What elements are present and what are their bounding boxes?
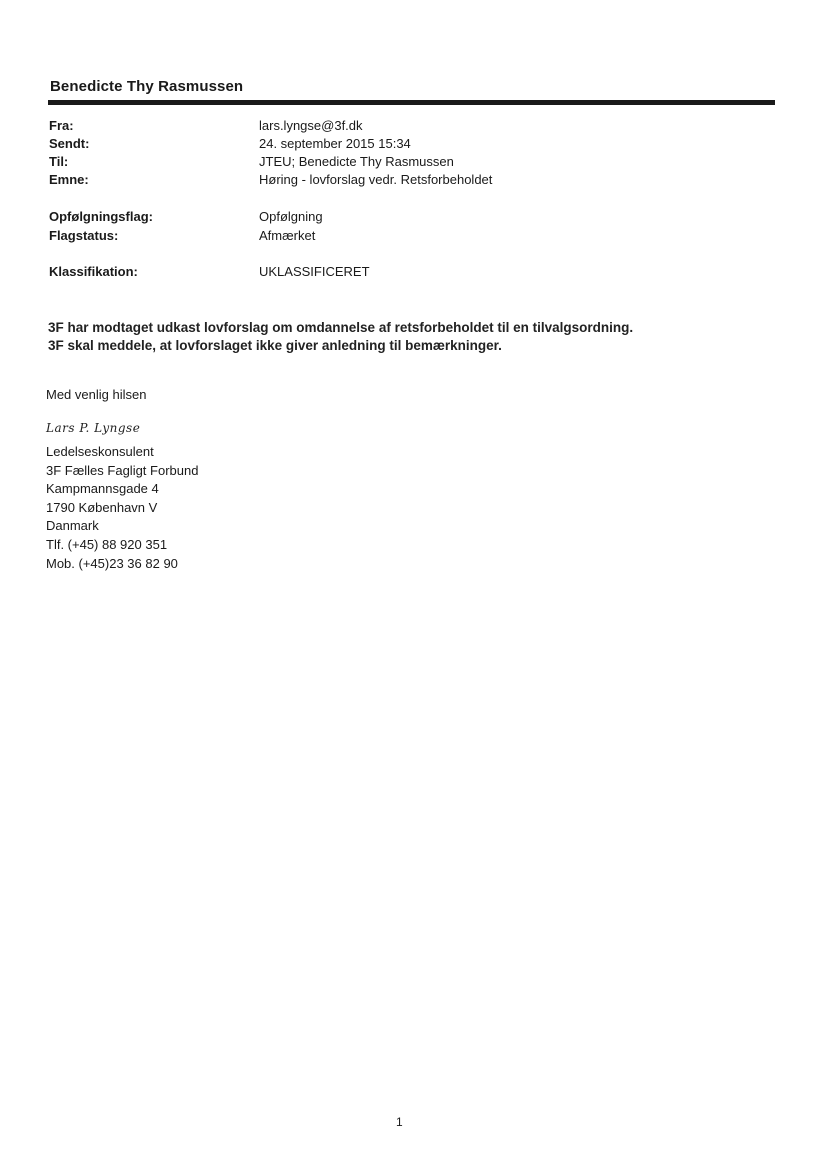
meta-classification-row [49, 264, 769, 282]
meta-sent-value: 24. september 2015 15:34 [259, 136, 411, 151]
page-number: 1 [396, 1115, 403, 1129]
meta-followup-label: Opfølgningsflag: [49, 209, 153, 224]
closing-greeting: Med venlig hilsen [46, 387, 147, 402]
contact-city: 1790 København V [46, 499, 158, 515]
contact-mobile: Mob. (+45)23 36 82 90 [46, 555, 178, 571]
mailbox-owner-name: Benedicte Thy Rasmussen [50, 78, 244, 95]
meta-sent-label: Sendt: [49, 136, 90, 151]
meta-classification-value: UKLASSIFICERET [259, 264, 370, 279]
meta-followup-value: Opfølgning [259, 209, 323, 224]
message-body-line-1: 3F har modtaget udkast lovforslag om omdannelse af retsforbeholdet til en tilvalgsordning. [48, 320, 634, 335]
contact-organization: 3F Fælles Fagligt Forbund [46, 462, 199, 478]
contact-title: Ledelseskonsulent [46, 444, 154, 459]
meta-to-label: Til: [49, 154, 69, 169]
contact-block [46, 443, 198, 573]
meta-flagstatus-value: Afmærket [259, 228, 316, 243]
meta-subject-label: Emne: [49, 172, 89, 187]
meta-to-value: JTEU; Benedicte Thy Rasmussen [259, 154, 454, 169]
meta-flagstatus-row [49, 228, 769, 246]
meta-subject-row [49, 172, 769, 190]
contact-phone: Tlf. (+45) 88 920 351 [46, 536, 168, 552]
meta-from-row [49, 118, 769, 136]
meta-flagstatus-label: Flagstatus: [49, 228, 119, 243]
meta-from-label: Fra: [49, 118, 74, 133]
message-body-line-2: 3F skal meddele, at lovforslaget ikke giver anledning til bemærkninger. [48, 338, 502, 353]
meta-sent-row [49, 136, 769, 154]
header-rule [48, 100, 775, 105]
meta-classification-label: Klassifikation: [49, 264, 138, 279]
message-body [48, 319, 633, 355]
meta-from-value: lars.lyngse@3f.dk [259, 118, 363, 133]
handwritten-signature: Lars P. Lyngse [46, 421, 141, 435]
meta-subject-value: Høring - lovforslag vedr. Retsforbeholdet [259, 172, 493, 187]
meta-to-row [49, 154, 769, 172]
meta-followup-row [49, 209, 769, 227]
contact-country: Danmark [46, 518, 99, 534]
contact-street: Kampmannsgade 4 [46, 481, 159, 497]
